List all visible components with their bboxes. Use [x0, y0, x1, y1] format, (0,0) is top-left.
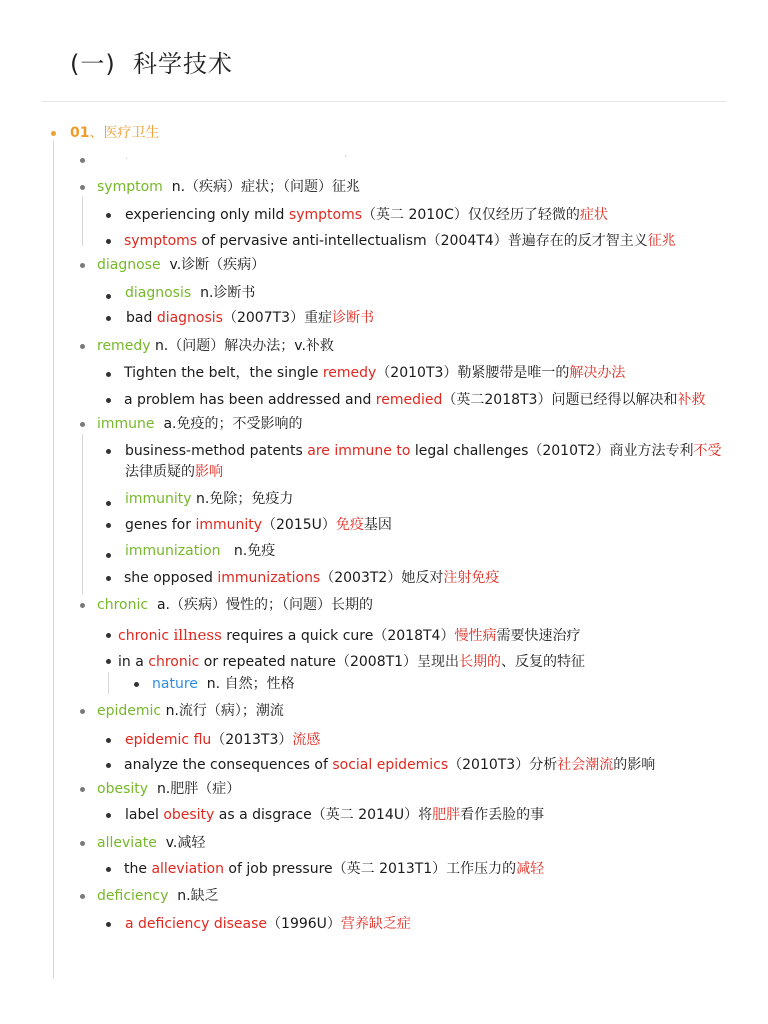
list-bullet	[80, 787, 85, 792]
list-bullet	[80, 344, 85, 349]
example-text: she opposed	[124, 570, 218, 586]
example-text: as a disgrace（英二 2014U）将	[214, 807, 433, 823]
example-text: of pervasive anti-intellectualism（2004T4）普遍存在的反才智主义	[197, 233, 648, 249]
vocab-definition: n.（疾病）症状；（问题）征兆	[171, 179, 361, 195]
example-text: （1996U）	[267, 916, 341, 932]
vocab-word: epidemic	[97, 703, 162, 719]
vocab-definition: n. 自然；性格	[206, 676, 295, 692]
list-bullet	[80, 158, 85, 163]
example-text: （英二 2010C）仅仅经历了轻微的	[362, 207, 580, 223]
example-sentence[interactable]	[125, 205, 608, 225]
example-text: （2013T3）	[211, 732, 293, 748]
list-bullet	[106, 294, 111, 299]
title-divider	[42, 101, 726, 102]
vocab-entry[interactable]	[97, 779, 240, 799]
outline-guide-line	[108, 672, 109, 694]
example-text: label	[125, 807, 164, 823]
vocab-definition: n.流行（病）；潮流	[165, 703, 284, 719]
example-text: （英二2018T3）问题已经得以解决和	[442, 392, 678, 408]
vocab-word: diagnosis	[125, 285, 192, 301]
example-text: Tighten the belt，the single	[124, 365, 323, 381]
list-bullet	[106, 813, 111, 818]
vocab-word: remedy	[97, 338, 151, 354]
example-translation-keyword: 减轻	[516, 861, 545, 877]
vocab-definition: a.免疫的；不受影响的	[163, 416, 303, 432]
page-title: (一) 科学技术	[70, 50, 233, 78]
example-keyword: illness	[173, 626, 222, 644]
vocab-word: diagnose	[97, 257, 161, 273]
list-bullet	[106, 659, 111, 664]
vocab-word: alleviate	[97, 835, 157, 851]
example-text: （2007T3）重症	[222, 310, 333, 326]
list-bullet	[106, 633, 111, 638]
example-translation-keyword: 长期的	[459, 654, 502, 670]
outline-guide-line	[82, 434, 83, 594]
list-bullet	[80, 422, 85, 427]
example-translation-keyword: 诊断书	[332, 310, 375, 326]
example-text: genes for	[125, 517, 196, 533]
example-translation-keyword: 补救	[677, 392, 706, 408]
example-sentence[interactable]	[125, 730, 320, 750]
example-text: or repeated nature（2008T1）呈现出	[199, 654, 460, 670]
list-bullet	[106, 239, 111, 244]
list-bullet	[106, 763, 111, 768]
example-text: the	[124, 861, 152, 877]
list-bullet	[106, 738, 111, 743]
vocab-definition: v.减轻	[165, 835, 206, 851]
example-keyword: chronic	[118, 628, 174, 644]
example-sentence[interactable]	[125, 515, 392, 535]
example-sentence[interactable]	[124, 363, 625, 383]
example-text: bad	[126, 310, 157, 326]
example-text: 需要快速治疗	[496, 628, 581, 644]
example-translation-keyword: 注射免疫	[443, 570, 500, 586]
outline-guide-line	[53, 140, 54, 978]
vocab-word: immunization	[125, 543, 221, 559]
vocab-definition: n.肥胖（症）	[156, 781, 241, 797]
list-bullet	[106, 501, 111, 506]
example-text: in a	[118, 654, 149, 670]
vocab-word: immunity	[125, 491, 192, 507]
vocab-word: symptom	[97, 179, 163, 195]
example-text: （2015U）	[262, 517, 336, 533]
vocab-definition: v.诊断（疾病）	[169, 257, 266, 273]
example-sentence[interactable]	[124, 755, 655, 775]
derived-word[interactable]	[125, 541, 275, 561]
example-keyword: immunizations	[217, 570, 321, 586]
list-bullet	[80, 841, 85, 846]
example-sentence[interactable]	[126, 308, 374, 328]
example-text: of job pressure（英二 2013T1）工作压力的	[223, 861, 517, 877]
vocab-entry[interactable]	[97, 701, 284, 721]
example-text: requires a quick cure（2018T4）	[221, 628, 455, 644]
example-keyword: remedied	[375, 392, 443, 408]
example-keyword: alleviation	[151, 861, 224, 877]
list-bullet	[80, 603, 85, 608]
example-translation-keyword: 免疫	[335, 517, 364, 533]
sub-vocab[interactable]	[152, 674, 295, 694]
example-translation-keyword: 不受	[693, 443, 722, 459]
example-keyword: chronic	[148, 654, 200, 670]
example-keyword: remedy	[322, 365, 377, 381]
vocab-entry[interactable]	[97, 336, 334, 356]
example-keyword: social epidemics	[332, 757, 449, 773]
section-heading[interactable]	[70, 123, 159, 143]
example-translation-keyword: 征兆	[647, 233, 676, 249]
list-bullet	[106, 213, 111, 218]
example-sentence[interactable]	[124, 231, 676, 251]
vocab-entry[interactable]	[97, 177, 360, 197]
vocab-word: immune	[97, 416, 155, 432]
list-bullet	[106, 922, 111, 927]
example-keyword: symptoms	[124, 233, 198, 249]
example-text: analyze the consequences of	[124, 757, 333, 773]
example-text: 基因	[363, 517, 392, 533]
list-bullet	[134, 682, 139, 687]
example-text: （2010T3）分析	[448, 757, 558, 773]
vocab-definition: n.免除；免疫力	[196, 491, 294, 507]
example-translation-keyword: 肥胖	[432, 807, 461, 823]
example-keyword: diagnosis	[156, 310, 223, 326]
example-translation-keyword: 慢性病	[454, 628, 497, 644]
vocab-definition: n.缺乏	[177, 888, 219, 904]
outline-guide-line	[82, 196, 83, 246]
list-bullet	[106, 553, 111, 558]
section-label: 医疗卫生	[103, 125, 160, 141]
vocab-entry[interactable]	[97, 886, 219, 906]
example-sentence-continuation	[125, 462, 223, 482]
example-text: 看作丢脸的事	[460, 807, 545, 823]
vocab-definition: n.（问题）解决办法；v.补救	[154, 338, 334, 354]
example-translation-keyword: 症状	[579, 207, 608, 223]
derived-word[interactable]	[125, 489, 293, 509]
example-sentence[interactable]	[124, 859, 544, 879]
example-keyword: symptoms	[288, 207, 362, 223]
list-bullet	[80, 709, 85, 714]
example-translation-keyword: 解决办法	[569, 365, 626, 381]
example-text: 法律质疑的	[125, 464, 195, 480]
example-sentence[interactable]	[125, 805, 544, 825]
list-bullet	[106, 523, 111, 528]
example-translation-keyword: 社会潮流	[557, 757, 614, 773]
example-sentence[interactable]	[125, 441, 721, 461]
example-sentence[interactable]	[124, 568, 499, 588]
vocab-word: obesity	[97, 781, 149, 797]
list-bullet	[106, 867, 111, 872]
example-text: experiencing only mild	[125, 207, 289, 223]
list-bullet	[80, 263, 85, 268]
example-text: business-method patents	[125, 443, 308, 459]
example-text: 的影响	[613, 757, 656, 773]
example-translation-keyword: 营养缺乏症	[340, 916, 411, 932]
example-keyword: immunity	[195, 517, 263, 533]
example-sentence[interactable]	[125, 914, 411, 934]
example-sentence[interactable]	[118, 625, 580, 646]
list-bullet	[80, 894, 85, 899]
list-bullet	[80, 185, 85, 190]
example-text: 、反复的特征	[501, 654, 586, 670]
list-bullet	[106, 316, 111, 321]
example-translation-keyword: 影响	[195, 464, 223, 480]
derived-word[interactable]	[125, 283, 255, 303]
vocab-word: chronic	[97, 597, 149, 613]
section-separator: 、	[89, 125, 104, 141]
vocab-word: deficiency	[97, 888, 169, 904]
section-bullet	[51, 131, 56, 136]
vocab-definition: a.（疾病）慢性的；（问题）长期的	[156, 597, 373, 613]
list-bullet	[106, 576, 111, 581]
section-number: 01	[70, 125, 90, 141]
list-bullet	[106, 372, 111, 377]
clipped-row-fragment: · '	[125, 154, 348, 165]
list-bullet	[106, 398, 111, 403]
example-sentence[interactable]	[124, 390, 705, 410]
vocab-entry[interactable]	[97, 595, 373, 615]
example-text: legal challenges（2010T2）商业方法专利	[410, 443, 694, 459]
example-keyword: are immune to	[307, 443, 411, 459]
example-text: （2003T2）她反对	[320, 570, 444, 586]
vocab-word: nature	[152, 676, 198, 692]
vocab-entry[interactable]	[97, 255, 265, 275]
example-sentence[interactable]	[118, 652, 585, 672]
example-keyword: obesity	[163, 807, 215, 823]
example-text: （2010T3）勒紧腰带是唯一的	[376, 365, 570, 381]
vocab-entry[interactable]	[97, 414, 302, 434]
vocab-definition: n.诊断书	[200, 285, 256, 301]
example-translation-keyword: 流感	[292, 732, 321, 748]
vocab-definition: n.免疫	[233, 543, 276, 559]
example-text: a problem has been addressed and	[124, 392, 376, 408]
example-keyword: a deficiency disease	[125, 916, 268, 932]
list-bullet	[106, 449, 111, 454]
vocab-entry[interactable]	[97, 833, 205, 853]
example-keyword: epidemic flu	[125, 732, 212, 748]
